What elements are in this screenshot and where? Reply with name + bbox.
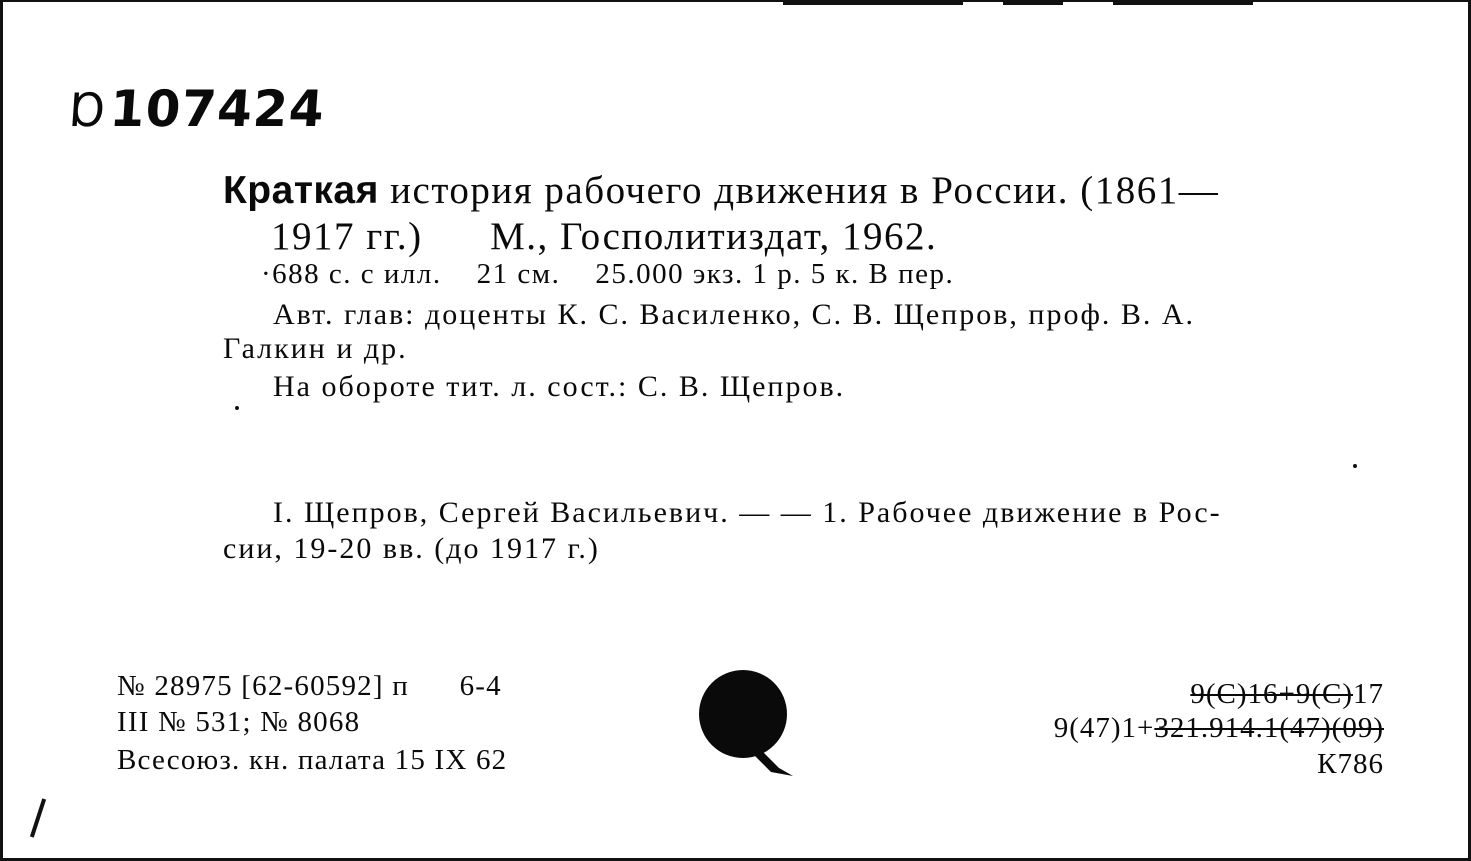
card-top-edge-marks: [3, 2, 1471, 8]
classification-struck-2: 321.914.1(47)(09): [1154, 712, 1384, 744]
footer-chamber-stamp: Всесоюз. кн. палата 15 IX 62: [117, 744, 508, 776]
handwritten-accession-number: [69, 80, 327, 138]
tracings-line-1: I. Щепров, Сергей Васильевич. — — 1. Рабочее движение в Рос-: [273, 496, 1222, 529]
verso-note: На обороте тит. л. сост.: С. В. Щепров.: [273, 370, 846, 403]
classification-call-number: К786: [1317, 748, 1384, 780]
classification-tail-1: 17: [1353, 678, 1384, 710]
speck: [235, 406, 239, 410]
title-bold-word: Краткая: [223, 169, 379, 212]
classification-line-2: [1054, 712, 1384, 745]
classification-line-1: [1190, 678, 1384, 711]
authors-note-line-1: Авт. глав: доценты К. С. Василенко, С. В. Щепров, проф. В. А.: [273, 298, 1196, 331]
handwritten-symbol: Ɒ: [69, 83, 110, 137]
speck: [1353, 464, 1357, 468]
footer-series-number: III № 531; № 8068: [117, 706, 361, 738]
footer-record-number: № 28975 [62-60592] п 6-4: [117, 670, 502, 702]
handwritten-number: 107424: [107, 80, 327, 138]
classification-struck-1: 9(С)16+9(С): [1190, 678, 1353, 710]
title-line-1: [223, 168, 1219, 213]
ink-blot: [697, 668, 793, 776]
title-line-2: 1917 гг.) М., Госполитиздат, 1962.: [271, 215, 938, 258]
authors-note-line-2: Галкин и др.: [223, 332, 408, 365]
physical-description: ·688 с. с илл. 21 см. 25.000 экз. 1 р. 5 к. В пер.: [261, 258, 955, 290]
pencil-mark: [30, 798, 46, 837]
classification-head-2: 9(47)1+: [1053, 712, 1155, 744]
tracings-line-2: сии, 19-20 вв. (до 1917 г.): [223, 532, 600, 565]
title-text: история рабочего движения в России. (1861—: [390, 169, 1220, 212]
